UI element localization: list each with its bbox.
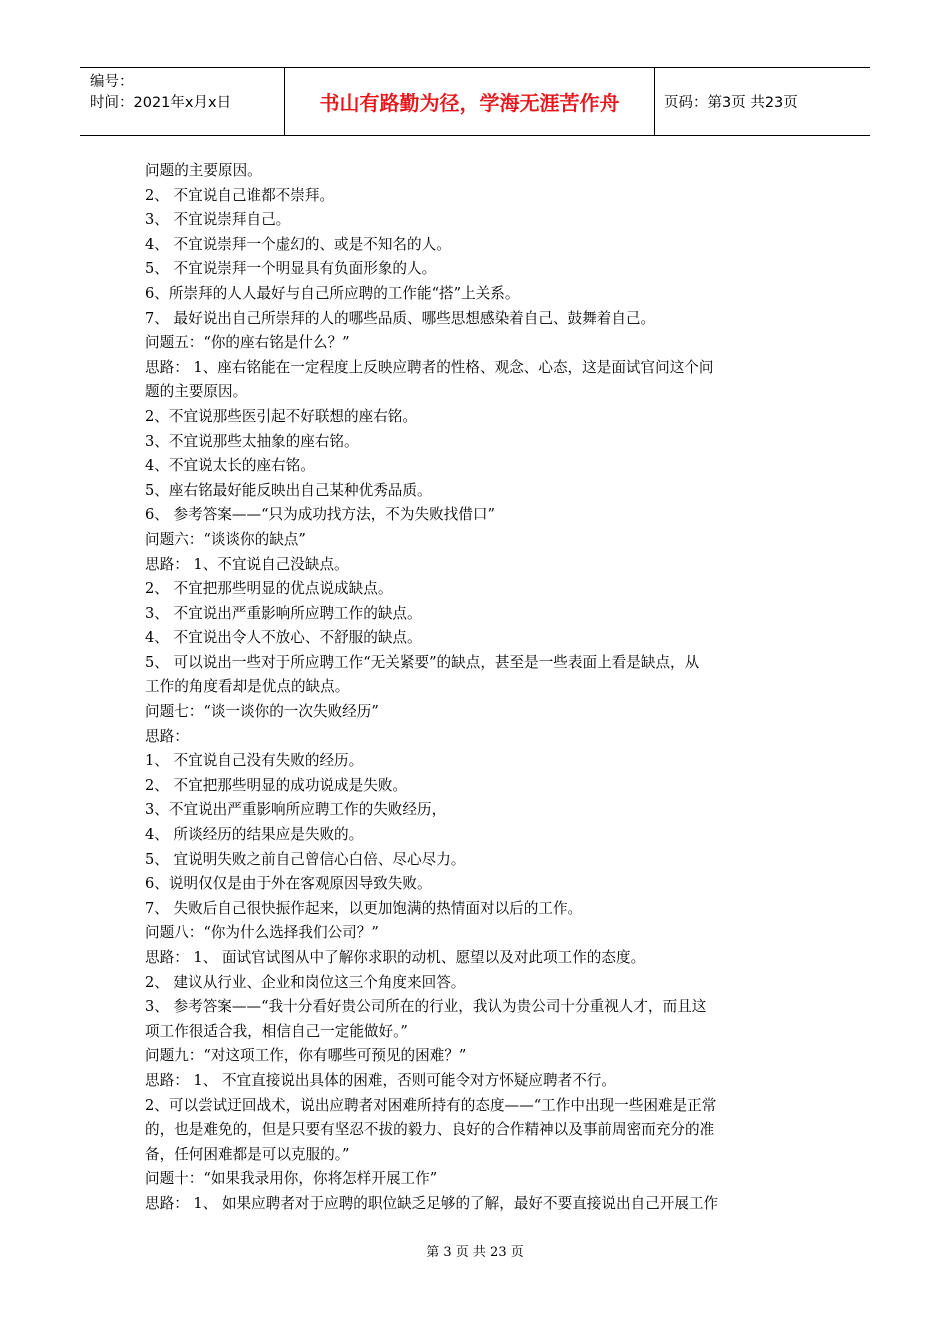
header-page-number: 页码：第3页 共23页 — [664, 95, 798, 111]
text-line: 思路： 1、 不宜直接说出具体的困难，否则可能令对方怀疑应聘者不行。 — [145, 1071, 616, 1089]
text-line: 项工作很适合我，相信自己一定能做好。” — [145, 1022, 408, 1040]
header-meta — [80, 68, 285, 135]
text-line: 2、可以尝试迂回战术，说出应聘者对困难所持有的态度——“工作中出现一些困难是正常 — [145, 1096, 717, 1114]
text-line: 问题七：“谈一谈你的一次失败经历” — [145, 703, 379, 721]
text-line: 7、 最好说出自己所崇拜的人的哪些品质、哪些思想感染着自己、鼓舞着自己。 — [145, 309, 656, 327]
text-line: 问题八：“你为什么选择我们公司？” — [145, 924, 379, 942]
document-body — [145, 159, 815, 1217]
document-number-label: 编号： — [90, 74, 134, 90]
text-line: 1、 不宜说自己没有失败的经历。 — [145, 752, 364, 770]
text-line: 5、 宜说明失败之前自己曾信心白倍、尽心尽力。 — [145, 850, 466, 868]
text-line: 4、不宜说太长的座右铭。 — [145, 457, 315, 475]
text-line: 问题九：“对这项工作，你有哪些可预见的困难？” — [145, 1047, 467, 1065]
text-line: 题的主要原因。 — [145, 383, 248, 401]
document-date-label: 时间：2021年x月x日 — [90, 95, 232, 111]
text-line: 4、 不宜说崇拜一个虚幻的、或是不知名的人。 — [145, 235, 451, 253]
text-line: 问题五：“你的座右铭是什么？” — [145, 334, 350, 352]
text-line: 6、 参考答案——“只为成功找方法，不为失败找借口” — [145, 506, 495, 524]
text-line: 思路： — [145, 727, 189, 745]
text-line: 4、 不宜说出令人不放心、不舒服的缺点。 — [145, 629, 422, 647]
text-line: 2、 不宜说自己谁都不崇拜。 — [145, 186, 335, 204]
header-motto: 书山有路勤为径，学海无涯苦作舟 — [285, 68, 655, 135]
text-line: 问题的主要原因。 — [145, 162, 262, 179]
text-line: 思路： 1、 如果应聘者对于应聘的职位缺乏足够的了解，最好不要直接说出自己开展工作 — [145, 1194, 719, 1212]
text-line: 5、座右铭最好能反映出自己某种优秀品质。 — [145, 481, 432, 499]
text-line: 6、说明仅仅是由于外在客观原因导致失败。 — [145, 875, 432, 893]
text-line: 的，也是难免的，但是只要有坚忍不拔的毅力、良好的合作精神以及事前周密而充分的准 — [145, 1121, 715, 1139]
text-line: 6、所崇拜的人人最好与自己所应聘的工作能“搭”上关系。 — [145, 284, 520, 302]
text-line: 工作的角度看却是优点的缺点。 — [145, 678, 350, 696]
text-line: 问题六：“谈谈你的缺点” — [145, 530, 306, 548]
text-line: 备，任何困难都是可以克服的。” — [145, 1145, 350, 1163]
text-line: 3、不宜说那些太抽象的座右铭。 — [145, 432, 359, 450]
text-line: 问题十：“如果我录用你，你将怎样开展工作” — [145, 1170, 438, 1188]
text-line: 2、 建议从行业、企业和岗位这三个角度来回答。 — [145, 973, 466, 991]
text-line: 3、 参考答案——“我十分看好贵公司所在的行业，我认为贵公司十分重视人才，而且这 — [145, 998, 707, 1016]
text-line: 3、不宜说出严重影响所应聘工作的失败经历， — [145, 801, 447, 819]
text-line: 思路： 1、不宜说自己没缺点。 — [145, 555, 349, 573]
text-line: 3、 不宜说崇拜自己。 — [145, 211, 291, 229]
text-line: 5、 不宜说崇拜一个明显具有负面形象的人。 — [145, 260, 437, 278]
page-footer: 第 3 页 共 23 页 — [426, 1245, 524, 1260]
page-header — [80, 67, 870, 136]
text-line: 2、 不宜把那些明显的优点说成缺点。 — [145, 580, 393, 598]
text-line: 思路： 1、座右铭能在一定程度上反映应聘者的性格、观念、心态，这是面试官问这个问 — [145, 358, 714, 376]
text-line: 5、 可以说出一些对于所应聘工作“无关紧要”的缺点，甚至是一些表面上看是缺点，从 — [145, 653, 700, 671]
text-line: 2、 不宜把那些明显的成功说成是失败。 — [145, 776, 408, 794]
text-line: 4、 所谈经历的结果应是失败的。 — [145, 826, 364, 844]
text-line: 思路： 1、 面试官试图从中了解你求职的动机、愿望以及对此项工作的态度。 — [145, 949, 646, 966]
text-line: 2、不宜说那些医引起不好联想的座右铭。 — [145, 407, 417, 425]
text-line: 3、 不宜说出严重影响所应聘工作的缺点。 — [145, 604, 422, 622]
text-line: 7、 失败后自己很快振作起来，以更加饱满的热情面对以后的工作。 — [145, 899, 583, 917]
